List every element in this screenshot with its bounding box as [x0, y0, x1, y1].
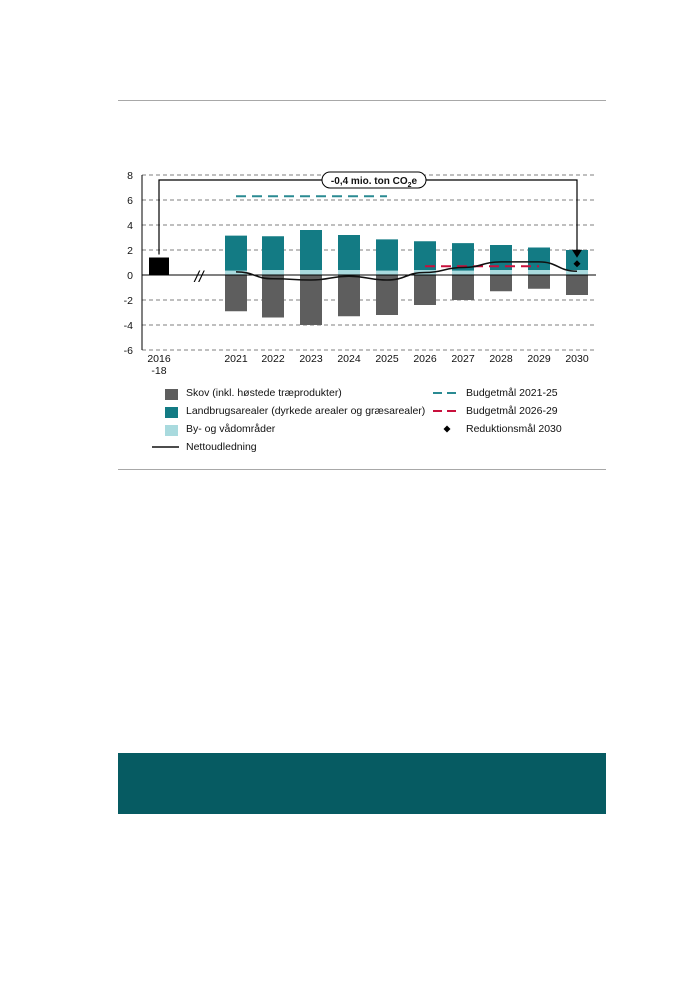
bar-agriculture: [262, 236, 284, 270]
x-tick-label: 2027: [451, 353, 475, 365]
bar-urban: [490, 270, 512, 275]
emissions-chart: [0, 0, 693, 470]
legend-label-forest: Skov (inkl. høstede træprodukter): [186, 387, 342, 399]
bar-agriculture: [338, 235, 360, 270]
y-tick-label: 8: [127, 170, 133, 182]
x-tick-label: 2016: [147, 353, 171, 365]
bar-urban: [376, 271, 398, 275]
x-tick-label: 2021: [224, 353, 248, 365]
legend-label-budget-2026-29: Budgetmål 2026-29: [466, 405, 558, 417]
bar-forest: [528, 275, 550, 289]
annotation-label: -0,4 mio. ton $CO_2e$: [330, 176, 418, 189]
legend-label-budget-2021-25: Budgetmål 2021-25: [466, 387, 558, 399]
x-tick-label: 2024: [337, 353, 361, 365]
bar-forest: [262, 275, 284, 318]
x-tick-label: 2025: [375, 353, 399, 365]
bottom-divider: [118, 469, 606, 470]
y-tick-label: 4: [127, 220, 133, 232]
axis-break: //: [194, 269, 204, 286]
net-emission-line: [236, 262, 577, 280]
bar-urban: [262, 270, 284, 275]
y-tick-label: 0: [127, 270, 133, 282]
y-tick-label: 6: [127, 195, 133, 207]
x-tick-label: 2029: [527, 353, 551, 365]
bar-forest: [414, 275, 436, 305]
legend-swatch-agriculture: [165, 407, 178, 418]
x-tick-label: 2022: [261, 353, 285, 365]
legend-label-urban: By- og vådområder: [186, 423, 276, 435]
legend-swatch-urban: [165, 425, 178, 436]
bar-forest: [338, 275, 360, 316]
x-tick-label: 2023: [299, 353, 323, 365]
y-tick-label: -6: [123, 345, 133, 357]
annotation-bracket: [159, 180, 577, 255]
bar-forest: [566, 275, 588, 295]
bar-baseline: [149, 258, 169, 276]
y-tick-label: 2: [127, 245, 133, 257]
bar-urban: [452, 271, 474, 275]
x-tick-label: -18: [151, 365, 167, 377]
bar-urban: [338, 270, 360, 275]
bar-urban: [528, 270, 550, 275]
bar-forest: [376, 275, 398, 315]
teal-banner: [118, 753, 606, 814]
bar-forest: [300, 275, 322, 325]
bar-agriculture: [225, 236, 247, 271]
y-tick-label: -4: [123, 320, 133, 332]
bar-forest: [225, 275, 247, 311]
bar-agriculture: [376, 239, 398, 270]
bar-agriculture: [300, 230, 322, 270]
x-tick-label: 2026: [413, 353, 437, 365]
x-tick-label: 2028: [489, 353, 513, 365]
legend-symbol-target-diamond: [444, 426, 451, 433]
y-tick-label: -2: [123, 295, 133, 307]
x-tick-label: 2030: [565, 353, 589, 365]
bar-forest: [452, 275, 474, 300]
legend-label-net: Nettoudledning: [186, 441, 257, 453]
legend-label-agriculture: Landbrugsarealer (dyrkede arealer og græsarealer): [186, 405, 426, 417]
legend-swatch-forest: [165, 389, 178, 400]
legend-label-target-2030: Reduktionsmål 2030: [466, 423, 562, 435]
bar-urban: [300, 270, 322, 275]
bar-forest: [490, 275, 512, 291]
